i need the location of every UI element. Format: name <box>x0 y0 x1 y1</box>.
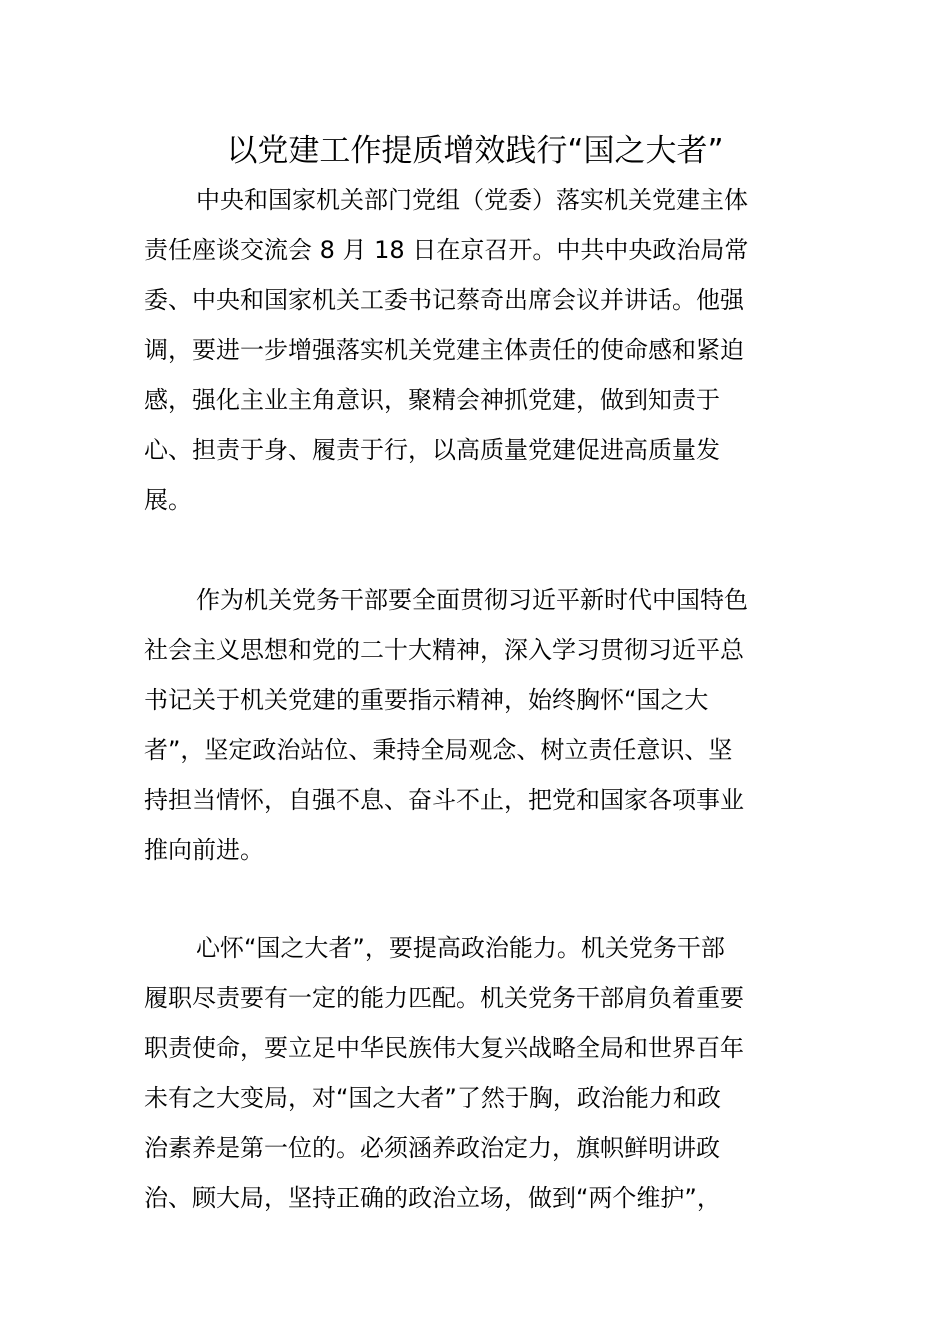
paragraph-1-line-6: 心、担责于身、履责于行，以高质量党建促进高质量发 <box>144 436 720 464</box>
document-title: 以党建工作提质增效践行“国之大者” <box>226 133 724 169</box>
paragraph-2-line-1: 作为机关党务干部要全面贯彻习近平新时代中国特色 <box>196 586 748 614</box>
paragraph-1-line-2: 责任座谈交流会 8 月 18 日在京召开。中共中央政治局常 <box>144 236 749 264</box>
paragraph-3-line-3: 职责使命，要立足中华民族伟大复兴战略全局和世界百年 <box>144 1034 744 1062</box>
paragraph-2-line-2: 社会主义思想和党的二十大精神，深入学习贯彻习近平总 <box>144 636 744 664</box>
paragraph-1-line-7: 展。 <box>144 486 192 514</box>
paragraph-1-line-4: 调，要进一步增强落实机关党建主体责任的使命感和紧迫 <box>144 336 744 364</box>
paragraph-3-line-4: 未有之大变局，对“国之大者”了然于胸，政治能力和政 <box>144 1084 721 1112</box>
paragraph-3-line-1: 心怀“国之大者”，要提高政治能力。机关党务干部 <box>196 934 725 962</box>
paragraph-2-line-4: 者”，坚定政治站位、秉持全局观念、树立责任意识、坚 <box>144 736 733 764</box>
paragraph-2-line-6: 推向前进。 <box>144 836 264 864</box>
paragraph-1-line-1: 中央和国家机关部门党组（党委）落实机关党建主体 <box>196 186 748 214</box>
paragraph-2-line-3: 书记关于机关党建的重要指示精神，始终胸怀“国之大 <box>144 686 709 714</box>
paragraph-1-line-5: 感，强化主业主角意识，聚精会神抓党建，做到知责于 <box>144 386 720 414</box>
paragraph-3-line-2: 履职尽责要有一定的能力匹配。机关党务干部肩负着重要 <box>144 984 744 1012</box>
paragraph-3-line-5: 治素养是第一位的。必须涵养政治定力，旗帜鲜明讲政 <box>144 1134 720 1162</box>
paragraph-2-line-5: 持担当情怀，自强不息、奋斗不止，把党和国家各项事业 <box>144 786 744 814</box>
paragraph-3-line-6: 治、顾大局，坚持正确的政治立场，做到“两个维护”， <box>144 1184 721 1212</box>
paragraph-1-line-3: 委、中央和国家机关工委书记蔡奇出席会议并讲话。他强 <box>144 286 744 314</box>
